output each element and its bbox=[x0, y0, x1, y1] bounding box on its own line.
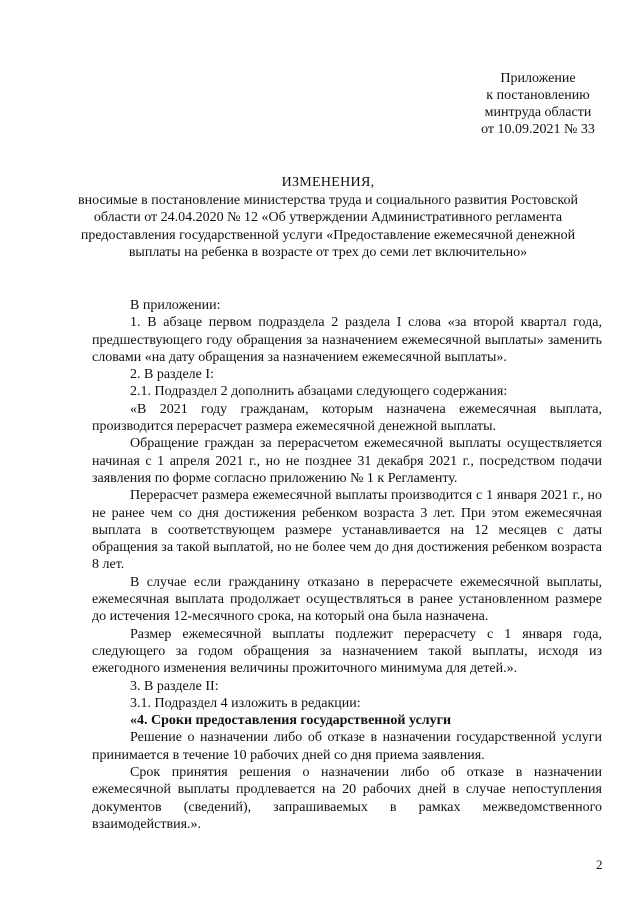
paragraph-3: 2. В разделе I: bbox=[130, 367, 214, 383]
page-number: 2 bbox=[596, 857, 603, 872]
title-subtitle: вносимые в постановление министерства труда и социального развития Ростовской области от 24.04.2020 № 12 «Об утверждении Административного регламента предоставления государственной услуги «Предоставление ежемесячной денежной выплаты на ребенка в возрасте от трех до семи лет включительно» bbox=[78, 192, 578, 260]
paragraph-9: Размер ежемесячной выплаты подлежит перерасчету с 1 января года, следующего за годом обращения за назначением такой выплаты, исходя из ежегодного изменения величины прожиточного минимума для детей.». bbox=[92, 626, 602, 677]
paragraph-4: 2.1. Подраздел 2 дополнить абзацами следующего содержания: bbox=[130, 384, 508, 400]
paragraph-7: Перерасчет размера ежемесячной выплаты производится с 1 января 2021 г., но не ранее чем со дня достижения ребенком возраста 3 лет. При этом ежемесячная выплата в соответствующем размере устанавливается на 12 месяцев с даты обращения за такой выплатой, но не более чем до дня достижения ребенком возраста 8 лет. bbox=[92, 488, 602, 573]
title-main: ИЗМЕНЕНИЯ, bbox=[281, 175, 375, 190]
paragraph-10: 3. В разделе II: bbox=[130, 678, 219, 694]
header-line-appendix: Приложение bbox=[500, 71, 576, 86]
paragraph-2: 1. В абзаце первом подраздела 2 раздела I слова «за второй квартал года, предшествующего году обращения за назначением ежемесячной выплаты» заменить словами «на дату обращения за назначением ежемесячной выплаты». bbox=[92, 315, 602, 365]
paragraph-5: «В 2021 году гражданам, которым назначена ежемесячная выплата, производится перерасчет размера ежемесячной денежной выплаты. bbox=[92, 401, 602, 435]
header-line-resolution: к постановлению bbox=[486, 88, 590, 103]
section-heading: «4. Сроки предоставления государственной услуги bbox=[130, 713, 452, 729]
paragraph-1: В приложении: bbox=[130, 298, 221, 313]
approval-header bbox=[473, 70, 603, 138]
document-title bbox=[74, 174, 582, 262]
paragraph-8: В случае если гражданину отказано в перерасчете ежемесячной выплаты, ежемесячная выплата продолжает осуществляться в ранее установленном размере до истечения 12-месячного срока, на который она была назначена. bbox=[92, 574, 602, 625]
header-line-date: от 10.09.2021 № 33 bbox=[481, 122, 595, 137]
document-body bbox=[92, 297, 602, 833]
paragraph-13: Срок принятия решения о назначении либо об отказе в назначении ежемесячной выплаты продлевается на 20 рабочих дней в случае непоступления документов (сведений), запрашиваемых в рамках межведомственного взаимодействия.». bbox=[92, 765, 602, 832]
header-line-ministry: минтруда области bbox=[484, 105, 592, 120]
paragraph-12: Решение о назначении либо об отказе в назначении государственной услуги принимается в течение 10 рабочих дней со дня приема заявления. bbox=[92, 730, 602, 763]
paragraph-6: Обращение граждан за перерасчетом ежемесячной выплаты осуществляется начиная с 1 апреля 2021 г., но не позднее 31 декабря 2021 г., посредством подачи заявления по форме согласно приложению № 1 к Регламенту. bbox=[92, 436, 602, 486]
paragraph-11: 3.1. Подраздел 4 изложить в редакции: bbox=[130, 695, 361, 711]
